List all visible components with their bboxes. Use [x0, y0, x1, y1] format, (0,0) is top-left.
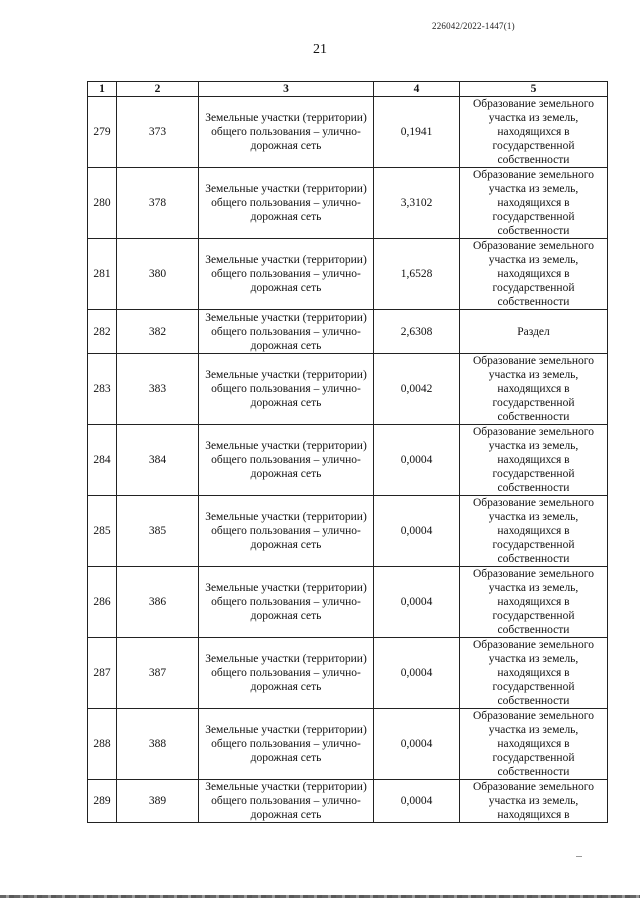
table-header-row [88, 82, 608, 97]
plot-number: 386 [117, 567, 199, 638]
plot-area: 0,0004 [374, 709, 460, 780]
row-index: 283 [88, 354, 117, 425]
row-index: 289 [88, 780, 117, 823]
plot-description: Земельные участки (территории) общего пользования – улично-дорожная сеть [199, 97, 374, 168]
table-row [88, 97, 608, 168]
row-index: 281 [88, 239, 117, 310]
table-row [88, 168, 608, 239]
plot-area: 0,0042 [374, 354, 460, 425]
row-index: 285 [88, 496, 117, 567]
formation-method: Раздел [460, 310, 608, 354]
plot-number: 373 [117, 97, 199, 168]
formation-method: Образование земельного участка из земель, находящихся в [460, 780, 608, 823]
formation-method: Образование земельного участка из земель, находящихся в государственной собственности [460, 425, 608, 496]
plot-description: Земельные участки (территории) общего пользования – улично-дорожная сеть [199, 239, 374, 310]
row-index: 286 [88, 567, 117, 638]
plot-description: Земельные участки (территории) общего пользования – улично-дорожная сеть [199, 709, 374, 780]
column-header: 2 [117, 82, 199, 97]
scan-mark [576, 856, 582, 857]
column-header: 4 [374, 82, 460, 97]
plot-number: 385 [117, 496, 199, 567]
table-row [88, 638, 608, 709]
table-row [88, 354, 608, 425]
plot-description: Земельные участки (территории) общего пользования – улично-дорожная сеть [199, 425, 374, 496]
table-row [88, 310, 608, 354]
plot-description: Земельные участки (территории) общего пользования – улично-дорожная сеть [199, 310, 374, 354]
row-index: 288 [88, 709, 117, 780]
table-row [88, 709, 608, 780]
plot-number: 380 [117, 239, 199, 310]
plot-number: 382 [117, 310, 199, 354]
table-row [88, 496, 608, 567]
formation-method: Образование земельного участка из земель, находящихся в государственной собственности [460, 354, 608, 425]
plot-number: 389 [117, 780, 199, 823]
table-row [88, 425, 608, 496]
plot-area: 2,6308 [374, 310, 460, 354]
column-header: 5 [460, 82, 608, 97]
plot-number: 378 [117, 168, 199, 239]
plot-description: Земельные участки (территории) общего пользования – улично-дорожная сеть [199, 168, 374, 239]
table-row [88, 780, 608, 823]
plot-description: Земельные участки (территории) общего пользования – улично-дорожная сеть [199, 780, 374, 823]
plot-area: 1,6528 [374, 239, 460, 310]
row-index: 279 [88, 97, 117, 168]
plot-area: 0,0004 [374, 567, 460, 638]
scan-edge-line [0, 895, 640, 898]
formation-method: Образование земельного участка из земель, находящихся в государственной собственности [460, 496, 608, 567]
plot-number: 387 [117, 638, 199, 709]
plot-area: 3,3102 [374, 168, 460, 239]
document-id: 226042/2022-1447(1) [432, 21, 515, 31]
table-row [88, 239, 608, 310]
row-index: 287 [88, 638, 117, 709]
plot-number: 383 [117, 354, 199, 425]
row-index: 284 [88, 425, 117, 496]
plot-area: 0,1941 [374, 97, 460, 168]
formation-method: Образование земельного участка из земель, находящихся в государственной собственности [460, 638, 608, 709]
formation-method: Образование земельного участка из земель, находящихся в государственной собственности [460, 97, 608, 168]
plot-number: 384 [117, 425, 199, 496]
formation-method: Образование земельного участка из земель, находящихся в государственной собственности [460, 567, 608, 638]
plot-area: 0,0004 [374, 638, 460, 709]
plot-description: Земельные участки (территории) общего пользования – улично-дорожная сеть [199, 638, 374, 709]
plot-area: 0,0004 [374, 425, 460, 496]
column-header: 3 [199, 82, 374, 97]
plot-description: Земельные участки (территории) общего пользования – улично-дорожная сеть [199, 354, 374, 425]
plot-description: Земельные участки (территории) общего пользования – улично-дорожная сеть [199, 567, 374, 638]
row-index: 282 [88, 310, 117, 354]
formation-method: Образование земельного участка из земель, находящихся в государственной собственности [460, 709, 608, 780]
formation-method: Образование земельного участка из земель, находящихся в государственной собственности [460, 168, 608, 239]
formation-method: Образование земельного участка из земель, находящихся в государственной собственности [460, 239, 608, 310]
plot-area: 0,0004 [374, 496, 460, 567]
plot-number: 388 [117, 709, 199, 780]
row-index: 280 [88, 168, 117, 239]
land-plots-table [87, 81, 608, 823]
plot-area: 0,0004 [374, 780, 460, 823]
table-row [88, 567, 608, 638]
plot-description: Земельные участки (территории) общего пользования – улично-дорожная сеть [199, 496, 374, 567]
page-number: 21 [313, 42, 327, 57]
column-header: 1 [88, 82, 117, 97]
